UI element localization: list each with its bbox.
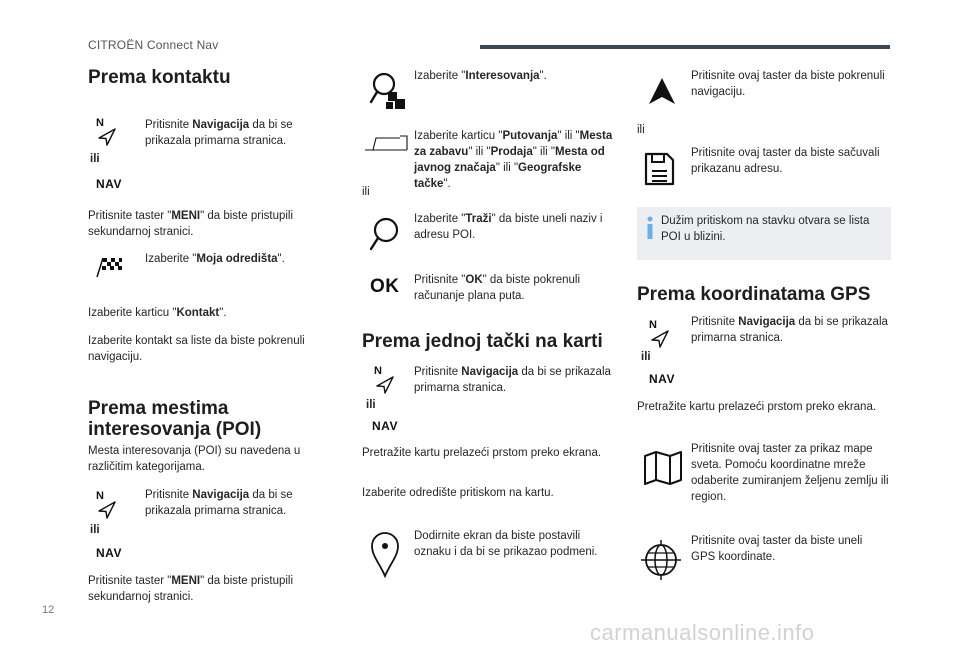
instruction-category-tabs: Izaberite karticu "Putovanja" ili "Mesta za zabavu" ili "Prodaja" ili "Mesta od javnog značaja" ili "Geografske tačke".	[414, 130, 613, 190]
instruction-navigation: Pritisnite Navigacija da bi se prikazala primarna stranica.	[145, 489, 293, 517]
or-label: ili	[90, 524, 100, 536]
navigation-compass-letter: N	[96, 490, 105, 502]
header-title: CITROËN Connect Nav	[88, 38, 219, 52]
info-text: Dužim pritiskom na stavku otvara se lista POI u blizini.	[661, 215, 870, 243]
instruction-my-destinations: Izaberite "Moja odredišta".	[145, 253, 285, 265]
instruction-select-contact: Izaberite kontakt sa liste da biste pokrenuli navigaciju.	[88, 335, 305, 363]
ok-button-label: OK	[370, 276, 400, 297]
instruction-navigation: Pritisnite Navigacija da bi se prikazala primarna stranica.	[145, 119, 293, 147]
gps-globe-icon	[641, 540, 681, 580]
navigation-arrow-icon	[97, 128, 117, 146]
watermark: carmanualsonline.info	[590, 620, 815, 645]
checkered-flag-icon	[95, 256, 123, 278]
start-navigation-icon	[647, 76, 677, 106]
nav-button-label: NAV	[372, 419, 398, 433]
navigation-arrow-icon	[375, 376, 395, 394]
instruction-interests: Izaberite "Interesovanja".	[414, 70, 547, 82]
nav-button-label: NAV	[96, 546, 122, 560]
instruction-gps-coordinates: Pritisnite ovaj taster da biste uneli GPS koordinate.	[691, 535, 863, 563]
info-box	[637, 207, 891, 260]
instruction-start-navigation: Pritisnite ovaj taster da biste pokrenuli navigaciju.	[691, 70, 885, 98]
header-bar	[480, 45, 890, 49]
or-label: ili	[637, 124, 645, 136]
instruction-search: Izaberite "Traži" da biste uneli naziv i adresu POI.	[414, 213, 603, 241]
magnifier-icon	[368, 216, 402, 252]
save-icon	[643, 152, 675, 186]
instruction-world-map: Pritisnite ovaj taster za prikaz mape sveta. Pomoću koordinatne mreže odaberite zumiranjem željenu zemlju ili region.	[691, 443, 889, 503]
page-number: 12	[42, 604, 55, 616]
navigation-compass-letter: N	[374, 365, 383, 377]
location-pin-icon	[370, 530, 400, 578]
navigation-arrow-icon	[650, 330, 670, 348]
info-icon	[645, 216, 655, 240]
instruction-ok: Pritisnite "OK" da biste pokrenuli računanje plana puta.	[414, 274, 581, 302]
or-label: ili	[362, 186, 370, 198]
navigation-arrow-icon	[97, 501, 117, 519]
section-title-contact: Prema kontaktu	[88, 67, 231, 88]
navigation-compass-letter: N	[649, 319, 658, 331]
instruction-place-marker: Dodirnite ekran da biste postavili oznaku i da bi se prikazao podmeni.	[414, 530, 598, 558]
category-tab-icon	[364, 134, 408, 152]
instruction-navigation: Pritisnite Navigacija da bi se prikazala primarna stranica.	[691, 316, 888, 344]
instruction-save-address: Pritisnite ovaj taster da biste sačuvali prikazanu adresu.	[691, 147, 880, 175]
poi-description: Mesta interesovanja (POI) su navedena u različitim kategorijama.	[88, 445, 301, 473]
instruction-menu: Pritisnite taster "MENI" da biste pristupili sekundarnoj stranici.	[88, 575, 294, 603]
instruction-navigation: Pritisnite Navigacija da bi se prikazala primarna stranica.	[414, 366, 611, 394]
instruction-browse-map: Pretražite kartu prelazeći prstom preko ekrana.	[362, 447, 602, 459]
or-label: ili	[641, 351, 651, 363]
instruction-menu: Pritisnite taster "MENI" da biste pristupili sekundarnoj stranici.	[88, 210, 294, 238]
section-title-gps: Prema koordinatama GPS	[637, 284, 871, 305]
or-label: ili	[90, 153, 100, 165]
section-title-map-point: Prema jednoj tački na karti	[362, 331, 603, 352]
nav-button-label: NAV	[649, 372, 675, 386]
world-map-icon	[643, 450, 683, 486]
nav-button-label: NAV	[96, 177, 122, 191]
or-label: ili	[366, 399, 376, 411]
navigation-compass-letter: N	[96, 117, 105, 129]
instruction-select-destination: Izaberite odredište pritiskom na kartu.	[362, 487, 554, 499]
search-category-icon	[368, 70, 408, 110]
section-title-poi: Prema mestima interesovanja (POI)	[88, 398, 262, 440]
instruction-browse-map: Pretražite kartu prelazeći prstom preko ekrana.	[637, 401, 877, 413]
instruction-contact-tab: Izaberite karticu "Kontakt".	[88, 307, 227, 319]
